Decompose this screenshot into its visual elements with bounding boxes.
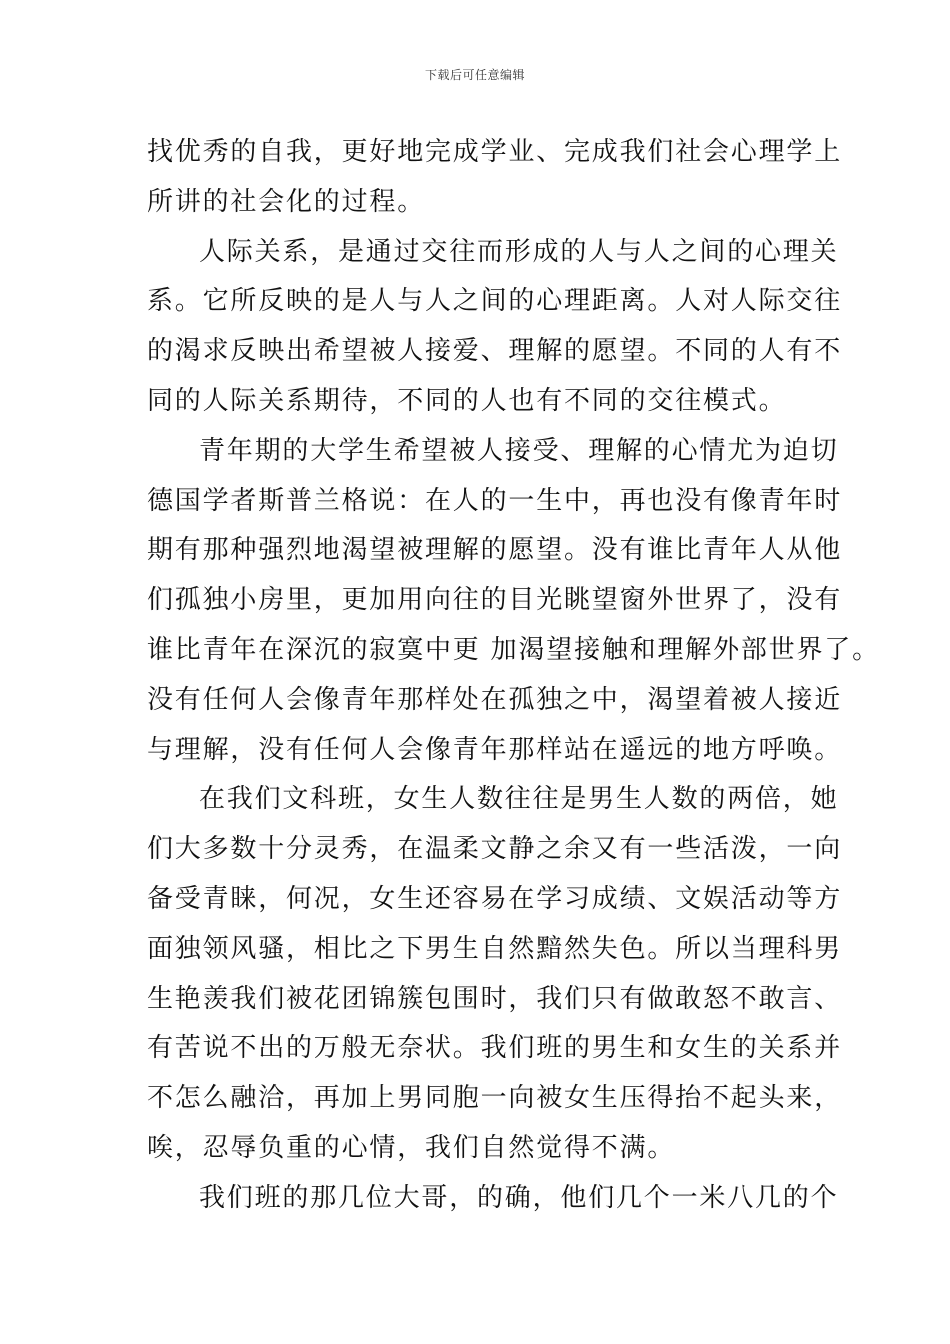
text-line: 我们班的那几位大哥，的确，他们几个一米八几的个 <box>199 1182 839 1213</box>
text-line: 期有那种强烈地渴望被理解的愿望。没有谁比青年人从他 <box>147 535 843 566</box>
text-line: 谁比青年在深沉的寂寞中更 加渴望接触和理解外部世界了。 <box>147 634 880 665</box>
text-line: 青年期的大学生希望被人接受、理解的心情尤为迫切 <box>199 435 839 466</box>
text-line: 面独领风骚，相比之下男生自然黯然失色。所以当理科男 <box>147 933 843 964</box>
text-line: 找优秀的自我，更好地完成学业、完成我们社会心理学上 <box>147 137 843 167</box>
text-line: 所讲的社会化的过程。 <box>147 186 426 217</box>
text-line: 不怎么融洽，再加上男同胞一向被女生压得抬不起头来， <box>147 1083 843 1114</box>
text-line: 们大多数十分灵秀，在温柔文静之余又有一些活泼，一向 <box>147 834 843 865</box>
text-line: 系。它所反映的是人与人之间的心理距离。人对人际交往 <box>147 286 843 317</box>
text-line: 与理解，没有任何人会像青年那样站在遥远的地方呼唤。 <box>147 734 843 765</box>
text-line: 同的人际关系期待，不同的人也有不同的交往模式。 <box>147 385 787 416</box>
page-header-note: 下载后可任意编辑 <box>424 68 525 82</box>
text-line: 人际关系，是通过交往而形成的人与人之间的心理关 <box>199 236 839 267</box>
text-line: 们孤独小房里，更加用向往的目光眺望窗外世界了，没有 <box>147 585 843 616</box>
text-line: 生艳羡我们被花团锦簇包围时，我们只有做敢怒不敢言、 <box>147 983 843 1014</box>
text-line: 唉，忍辱负重的心情，我们自然觉得不满。 <box>147 1132 676 1163</box>
text-line: 备受青睐，何况，女生还容易在学习成绩、文娱活动等方 <box>147 883 843 914</box>
body-text <box>147 128 880 1224</box>
text-line: 的渴求反映出希望被人接爱、理解的愿望。不同的人有不 <box>147 336 843 367</box>
text-line: 德国学者斯普兰格说：在人的一生中，再也没有像青年时 <box>147 485 843 516</box>
text-line: 有苦说不出的万般无奈状。我们班的男生和女生的关系并 <box>147 1033 843 1064</box>
text-line: 在我们文科班，女生人数往往是男生人数的两倍，她 <box>199 784 839 815</box>
text-line: 没有任何人会像青年那样处在孤独之中，渴望着被人接近 <box>147 684 843 715</box>
